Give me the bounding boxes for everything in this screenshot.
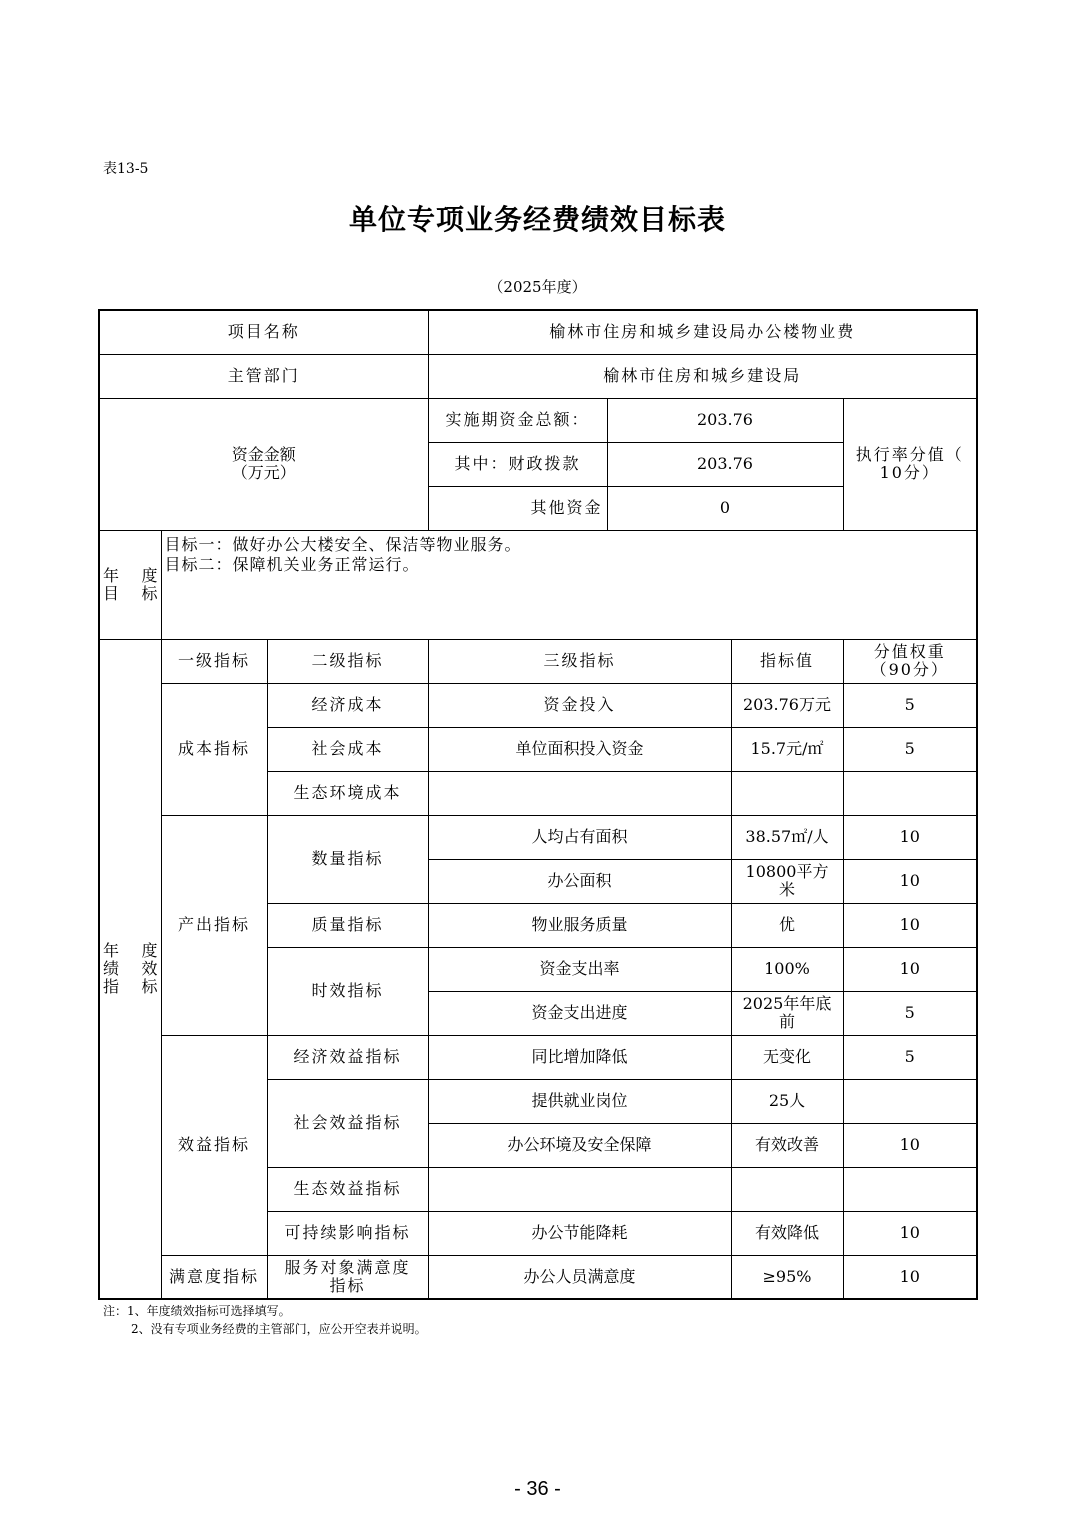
value-cell (731, 991, 843, 1035)
header-value: 指标值 (731, 639, 843, 683)
level3-cell: 物业服务质量 (428, 903, 731, 947)
header-weight-line1: 分值权重 (873, 642, 946, 661)
value-cell: ≥95% (731, 1255, 843, 1299)
value-cell (731, 771, 843, 815)
weight-cell: 10 (843, 1211, 977, 1255)
value-cell (731, 1167, 843, 1211)
value-cell: 有效改善 (731, 1123, 843, 1167)
level2-line2: 指标 (329, 1275, 366, 1295)
level3-cell: 办公面积 (428, 859, 731, 903)
level3-cell: 办公人员满意度 (428, 1255, 731, 1299)
value-cell (731, 859, 843, 903)
annual-goal-label (99, 530, 161, 639)
footnotes (103, 1302, 427, 1338)
quantity-indicator-label: 数量指标 (267, 815, 428, 903)
other-funds-value: 0 (607, 486, 843, 530)
weight-cell: 5 (843, 991, 977, 1035)
page-number: - 36 - (514, 1478, 561, 1500)
weight-cell (843, 771, 977, 815)
value-line1: 2025年年底 (742, 994, 832, 1013)
department-value: 榆林市住房和城乡建设局 (428, 354, 977, 398)
funds-label-line2: （万元） (231, 463, 296, 482)
indicator-side-char: 指 (103, 976, 120, 996)
satisfaction-indicator-label: 满意度指标 (161, 1255, 267, 1299)
goal-1: 目标一：做好办公大楼安全、保洁等物业服务。 (164, 534, 522, 554)
funds-label-line1: 资金金额 (231, 445, 296, 464)
other-funds-label: 其他资金 (428, 486, 607, 530)
level2-cell: 经济成本 (267, 683, 428, 727)
department-label: 主管部门 (99, 354, 428, 398)
execution-rate-score (843, 398, 977, 530)
value-line2: 米 (778, 880, 795, 899)
goal-2: 目标二：保障机关业务正常运行。 (164, 554, 420, 574)
table-row (99, 1035, 977, 1079)
indicator-side-char: 年 (103, 940, 120, 960)
level3-cell: 办公节能降耗 (428, 1211, 731, 1255)
table-row (99, 683, 977, 727)
value-cell: 25人 (731, 1079, 843, 1123)
value-cell: 有效降低 (731, 1211, 843, 1255)
header-weight (843, 639, 977, 683)
value-line2: 前 (778, 1012, 795, 1031)
level2-cell: 生态环境成本 (267, 771, 428, 815)
fiscal-allocation-label: 其中：财政拨款 (428, 442, 607, 486)
indicator-side-char: 度 (141, 940, 158, 960)
annual-goal-text (161, 530, 977, 639)
indicator-side-char: 绩 (103, 958, 120, 978)
indicator-side-char: 效 (141, 958, 158, 978)
weight-cell: 5 (843, 727, 977, 771)
indicator-side-char: 标 (141, 976, 158, 996)
fiscal-year: （2025年度） (488, 278, 587, 296)
table-number: 表13-5 (103, 161, 149, 177)
table-row (99, 815, 977, 859)
total-funds-value: 203.76 (607, 398, 843, 442)
value-cell: 38.57㎡/人 (731, 815, 843, 859)
annual-goal-char: 年 (103, 565, 120, 585)
header-level2: 二级指标 (267, 639, 428, 683)
level3-cell (428, 771, 731, 815)
value-cell: 203.76万元 (731, 683, 843, 727)
funds-label (99, 398, 428, 530)
weight-cell: 10 (843, 815, 977, 859)
table-row (99, 1255, 977, 1299)
weight-cell: 5 (843, 683, 977, 727)
project-name-label: 项目名称 (99, 310, 428, 354)
annual-goal-char: 目 (103, 583, 120, 603)
level2-cell: 社会成本 (267, 727, 428, 771)
level2-line1: 服务对象满意度 (284, 1257, 411, 1277)
level3-cell: 同比增加降低 (428, 1035, 731, 1079)
performance-target-table (98, 309, 978, 1300)
page-title: 单位专项业务经费绩效目标表 (348, 203, 726, 236)
level3-cell: 单位面积投入资金 (428, 727, 731, 771)
header-level3: 三级指标 (428, 639, 731, 683)
weight-cell: 10 (843, 1255, 977, 1299)
cost-indicator-label: 成本指标 (161, 683, 267, 815)
header-weight-line2: （90分） (870, 660, 949, 679)
weight-cell: 10 (843, 1123, 977, 1167)
level2-cell: 质量指标 (267, 903, 428, 947)
weight-cell: 10 (843, 903, 977, 947)
annual-goal-char: 标 (141, 583, 158, 603)
level2-cell: 经济效益指标 (267, 1035, 428, 1079)
level3-cell (428, 1167, 731, 1211)
footnote-2: 2、没有专项业务经费的主管部门，应公开空表并说明。 (131, 1322, 427, 1336)
level3-cell: 资金支出进度 (428, 991, 731, 1035)
weight-cell: 10 (843, 859, 977, 903)
value-cell: 无变化 (731, 1035, 843, 1079)
level2-cell: 可持续影响指标 (267, 1211, 428, 1255)
level3-cell: 提供就业岗位 (428, 1079, 731, 1123)
level3-cell: 资金支出率 (428, 947, 731, 991)
annual-goal-char: 度 (141, 565, 158, 585)
value-line1: 10800平方 (745, 862, 829, 881)
timeliness-indicator-label: 时效指标 (267, 947, 428, 1035)
project-name-value: 榆林市住房和城乡建设局办公楼物业费 (428, 310, 977, 354)
header-level1: 一级指标 (161, 639, 267, 683)
level3-cell: 人均占有面积 (428, 815, 731, 859)
social-benefit-label: 社会效益指标 (267, 1079, 428, 1167)
level3-cell: 办公环境及安全保障 (428, 1123, 731, 1167)
weight-cell: 5 (843, 1035, 977, 1079)
footnote-1: 注：1、年度绩效指标可选择填写。 (103, 1304, 291, 1318)
output-indicator-label: 产出指标 (161, 815, 267, 1035)
performance-indicator-label (99, 639, 161, 1299)
value-cell: 100% (731, 947, 843, 991)
execution-rate-line2: 10分） (879, 463, 940, 482)
value-cell: 优 (731, 903, 843, 947)
weight-cell: 10 (843, 947, 977, 991)
total-funds-label: 实施期资金总额： (428, 398, 607, 442)
value-cell: 15.7元/㎡ (731, 727, 843, 771)
level3-cell: 资金投入 (428, 683, 731, 727)
weight-cell (843, 1167, 977, 1211)
fiscal-allocation-value: 203.76 (607, 442, 843, 486)
benefit-indicator-label: 效益指标 (161, 1035, 267, 1255)
execution-rate-line1: 执行率分值（ (855, 445, 964, 464)
level2-cell: 生态效益指标 (267, 1167, 428, 1211)
level2-cell (267, 1255, 428, 1299)
weight-cell (843, 1079, 977, 1123)
